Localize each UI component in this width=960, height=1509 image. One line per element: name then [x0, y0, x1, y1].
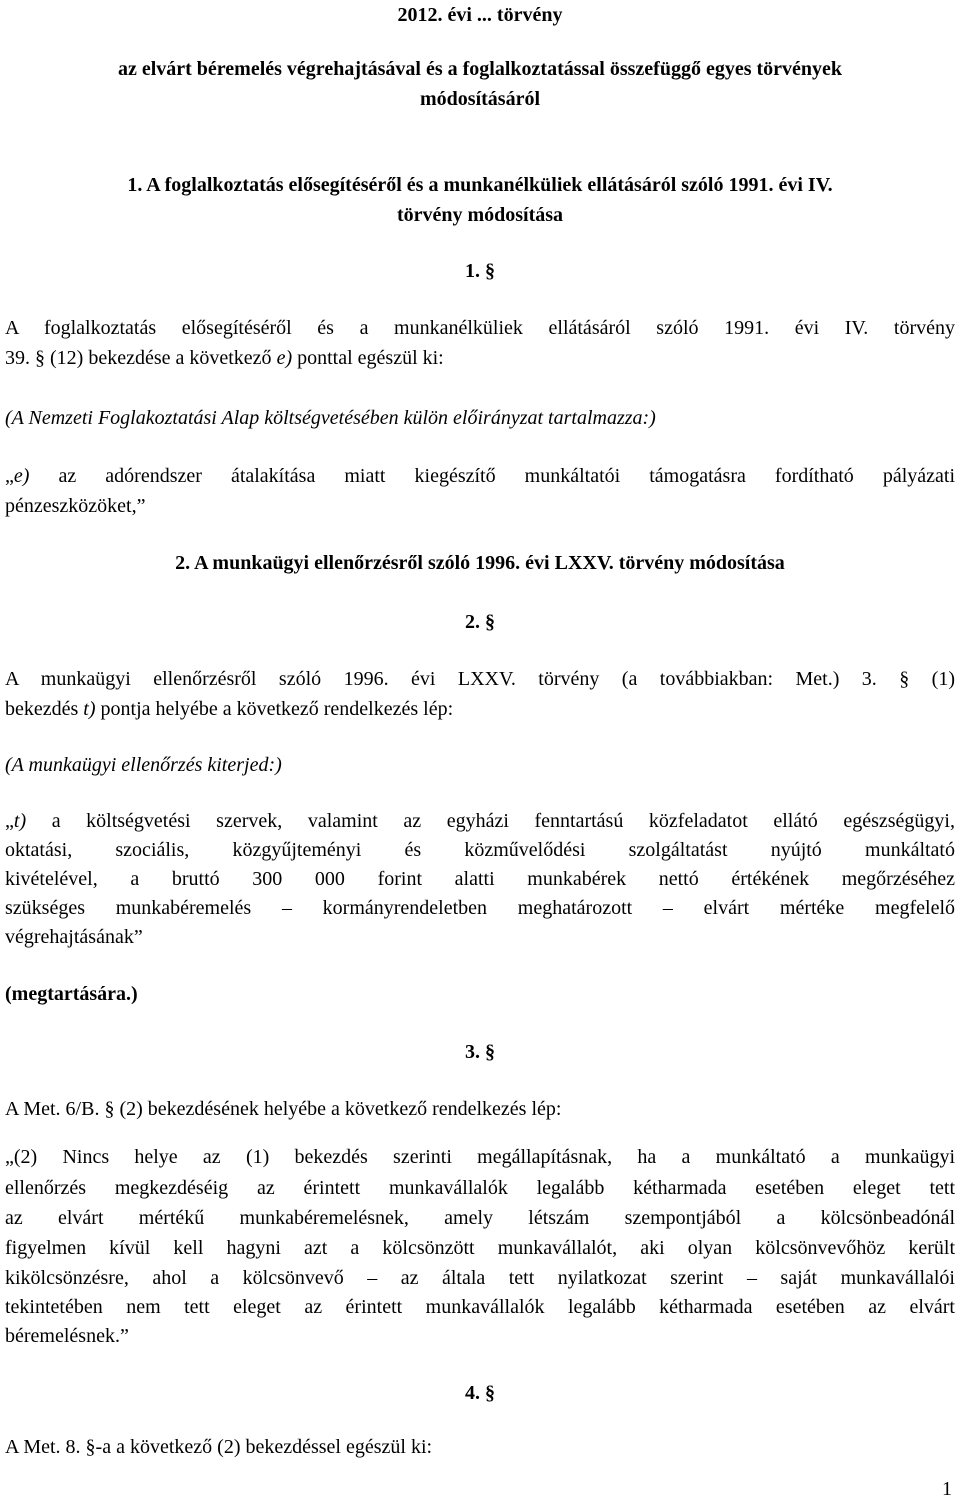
section-4-paragraph: A Met. 8. §-a a következő (2) bekezdéssel egészül ki:	[5, 1436, 433, 1458]
section-3-quote-line-2: ellenőrzés megkezdéséig az érintett munkavállalók legalább kétharmada esetében eleget tett	[5, 1177, 955, 1199]
section-3-quote-line-6: tekintetében nem tett eleget az érintett munkavállalók legalább kétharmada esetében az elvárt	[5, 1296, 955, 1318]
section-3-heading: 3. §	[465, 1041, 495, 1063]
section-1-paragraph-line-2: 39. § (12) bekezdése a következő e) ponttal egészül ki:	[5, 347, 444, 369]
section-3-quote-line-5: kikölcsönzésre, ahol a kölcsönvevő – az általa tett nyilatkozat szerint – saját munkavállalói	[5, 1267, 955, 1289]
section-1-context: (A Nemzeti Foglakoztatási Alap költségvetésében külön előirányzat tartalmazza:)	[5, 407, 656, 429]
section-3-quote-line-7: béremelésnek.”	[5, 1325, 129, 1347]
chapter-1-title-line-1: 1. A foglalkoztatás elősegítéséről és a munkanélküliek ellátásáról szóló 1991. évi IV.	[127, 174, 833, 196]
section-2-paragraph-line-2: bekezdés t) pontja helyébe a következő rendelkezés lép:	[5, 698, 454, 720]
section-3-paragraph: A Met. 6/B. § (2) bekezdésének helyébe a következő rendelkezés lép:	[5, 1098, 562, 1120]
section-4-heading: 4. §	[465, 1382, 495, 1404]
point-e-ref: e)	[276, 347, 293, 369]
section-2-closing: (megtartására.)	[5, 983, 138, 1005]
document-header: 2012. évi ... törvény	[397, 4, 563, 26]
section-2-heading: 2. §	[465, 611, 495, 633]
section-2-paragraph-line-1: A munkaügyi ellenőrzésről szóló 1996. évi LXXV. törvény (a továbbiakban: Met.) 3. § (1)	[5, 668, 955, 690]
chapter-1-title-line-2: törvény módosítása	[396, 204, 564, 226]
section-2-quote-line-1: „t) a költségvetési szervek, valamint az egyházi fenntartású közfeladatot ellátó egészségügyi,	[5, 810, 955, 832]
section-2-quote-line-4: szükséges munkabéremelés – kormányrendeletben meghatározott – elvárt mértéke megfelelő	[5, 897, 955, 919]
section-2-quote-line-2: oktatási, szociális, közgyűjteményi és közművelődési szolgáltatást nyújtó munkáltató	[5, 839, 955, 861]
page-number: 1	[942, 1478, 952, 1500]
section-1-paragraph-line-1: A foglalkoztatás elősegítéséről és a munkanélküliek ellátásáról szóló 1991. évi IV. törvény	[5, 317, 955, 339]
chapter-2-title: 2. A munkaügyi ellenőrzésről szóló 1996. évi LXXV. törvény módosítása	[175, 552, 785, 574]
section-3-quote-line-3: az elvárt mértékű munkabéremelésnek, amely létszám szempontjából a kölcsönbeadónál	[5, 1207, 955, 1229]
section-3-quote-line-1: „(2) Nincs helye az (1) bekezdés szerinti megállapításnak, ha a munkáltató a munkaügyi	[5, 1146, 955, 1168]
section-2-context: (A munkaügyi ellenőrzés kiterjed:)	[5, 754, 282, 776]
section-2-quote-line-3: kivételével, a bruttó 300 000 forint alatti munkabérek nettó értékének megőrzéséhez	[5, 868, 955, 890]
document-title-line-1: az elvárt béremelés végrehajtásával és a foglalkoztatással összefüggő egyes törvények	[117, 58, 843, 80]
document-title-line-2: módosításáról	[420, 88, 540, 110]
section-1-quote-line-1: „e) az adórendszer átalakítása miatt kiegészítő munkáltatói támogatásra fordítható pályázati	[5, 465, 955, 487]
section-2-quote-line-5: végrehajtásának”	[5, 926, 143, 948]
section-1-heading: 1. §	[465, 260, 495, 282]
section-1-quote-line-2: pénzeszközöket,”	[5, 495, 146, 517]
section-3-quote-line-4: figyelmen kívül kell hagyni azt a kölcsönzött munkavállalót, aki olyan kölcsönvevőhöz került	[5, 1237, 955, 1259]
